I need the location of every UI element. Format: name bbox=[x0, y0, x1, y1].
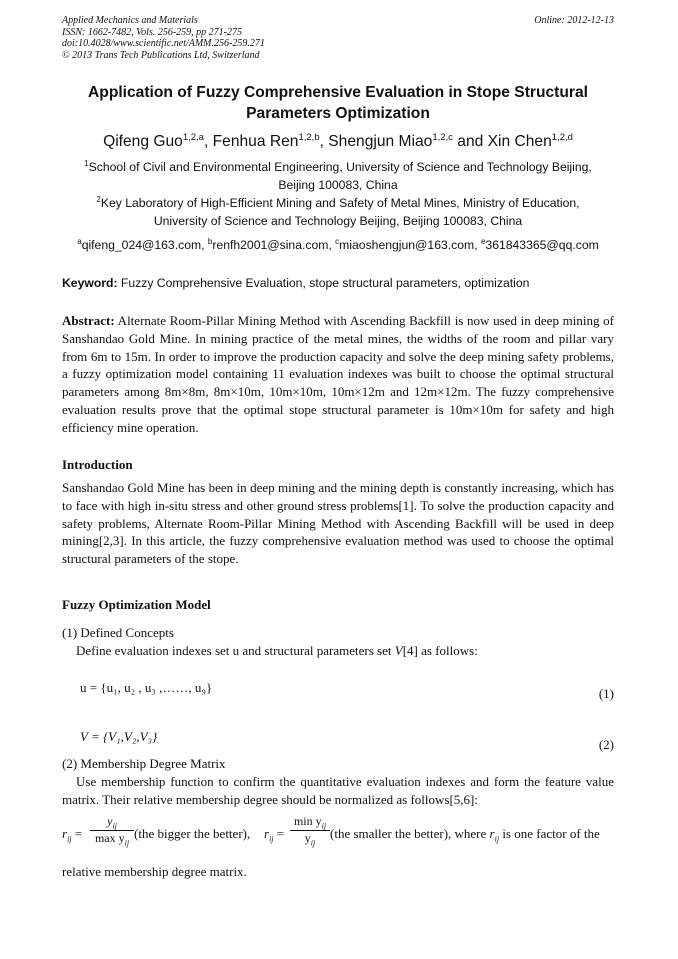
abstract bbox=[62, 312, 614, 437]
affiliation-1: $^1$School of Civil and Environmental Engineering, University of Science and Technology Beijing, Beijing 100083, China bbox=[84, 159, 592, 193]
online-date: Online: 2012-12-13 bbox=[534, 15, 614, 26]
affiliation-2: $^2$Key Laboratory of High-Efficient Mining and Safety of Metal Mines, Ministry of Education, University of Science and Technology Beijing, Beijing 100083, China bbox=[96, 195, 580, 229]
introduction-text: Sanshandao Gold Mine has been in deep mining and the mining depth is constantly increasing, which has to face with high in-situ stress and other ground stress problems[1]. To solve the production capacity and safety problems, Alternate Room-Pillar Mining Method with Ascending Backfill will be used in deep mining[2,3]. In this article, the fuzzy comprehensive evaluation method was used to choose the optimal structural parameters of the stope. bbox=[62, 480, 614, 567]
introduction-heading: Introduction bbox=[62, 457, 133, 472]
email: $^c$miaoshengjun@163.com, bbox=[335, 237, 481, 253]
email: $^e$361843365@qq.com bbox=[480, 237, 599, 253]
equation-1: u = {u₁, u₂ , u₃ ,……, u₉} bbox=[80, 680, 213, 695]
author: Qifeng Guo$^{1,2,a}$, bbox=[103, 132, 213, 151]
issn: ISSN: 1662-7482, Vols. 256-259, pp 271-275 bbox=[62, 26, 242, 38]
formula-1-lhs: $r_{ij}$ = bbox=[62, 826, 83, 844]
formula-2-note: (the smaller the better), where $r_{ij}$ is one factor of the bbox=[330, 826, 600, 844]
journal-name: Applied Mechanics and Materials bbox=[62, 15, 198, 26]
normalization-formulas bbox=[62, 812, 614, 860]
email-list bbox=[62, 234, 614, 253]
email: $^b$renfh2001@sina.com, bbox=[207, 237, 336, 253]
author: Fenhua Ren$^{1,2,b}$, bbox=[212, 132, 329, 151]
paper-title bbox=[62, 82, 614, 124]
abstract-text: Alternate Room-Pillar Mining Method with Ascending Backfill is now used in deep mining of Sanshandao Gold Mine. In mining practice of the metal mines, the widths of the room and pillar vary from 6m to 15m. In order to improve the production capacity and solve the deep mining safety problems, a fuzzy optimization model containing 11 evaluation indexes was built to choose the optimal structural parameters among 8m×8m, 8m×10m, 10m×10m, 10m×12m and 12m×12m. The fuzzy comprehensive evaluation results prove that the optimal stope structural parameter is 10m×10m for safety and high efficiency mine operation. bbox=[62, 313, 614, 435]
copyright: © 2013 Trans Tech Publications Ltd, Switzerland bbox=[62, 49, 260, 61]
membership-text: Use membership function to confirm the quantitative evaluation indexes and form the feature value matrix. Their relative membership degree should be normalized as follows[5,6]: bbox=[62, 774, 614, 807]
title-line-2: Parameters Optimization bbox=[246, 105, 430, 122]
formula-1-note: (the bigger the better), bbox=[134, 826, 251, 841]
journal-header bbox=[62, 15, 614, 61]
doi: doi:10.4028/www.scientific.net/AMM.256-259.271 bbox=[62, 38, 265, 49]
formula-2-fraction: $\min y_{ij}$ $y_{ij}$ bbox=[290, 814, 330, 848]
define-sets-text: Define evaluation indexes set u and structural parameters set V[4] as follows: bbox=[76, 643, 478, 658]
keywords bbox=[62, 275, 614, 291]
email: $^a$qifeng_024@163.com, bbox=[77, 237, 208, 253]
abstract-label: Abstract: bbox=[62, 313, 115, 328]
title-line-1: Application of Fuzzy Comprehensive Evaluation in Stope Structural bbox=[88, 84, 588, 101]
author: Xin Chen$^{1,2,d}$ bbox=[487, 132, 573, 151]
author: Shengjun Miao$^{1,2,c}$ and bbox=[328, 132, 488, 151]
keyword-text: Fuzzy Comprehensive Evaluation, stope structural parameters, optimization bbox=[117, 276, 530, 290]
formula-1-fraction: $y_{ij}$ $\max y_{ij}$ bbox=[90, 814, 134, 848]
relative-membership-text: relative membership degree matrix. bbox=[62, 864, 247, 879]
equation-2-number: (2) bbox=[598, 737, 614, 752]
keyword-label: Keyword: bbox=[62, 276, 118, 290]
defined-concepts-subheading: (1) Defined Concepts bbox=[62, 625, 174, 640]
equation-1-number: (1) bbox=[598, 686, 614, 701]
author-list bbox=[62, 128, 614, 152]
fuzzy-model-heading: Fuzzy Optimization Model bbox=[62, 597, 211, 612]
membership-subheading: (2) Membership Degree Matrix bbox=[62, 756, 226, 771]
equation-2: V = {V₁,V₂,V₃} bbox=[80, 729, 158, 744]
formula-2-lhs: $r_{ij}$ = bbox=[264, 826, 285, 844]
